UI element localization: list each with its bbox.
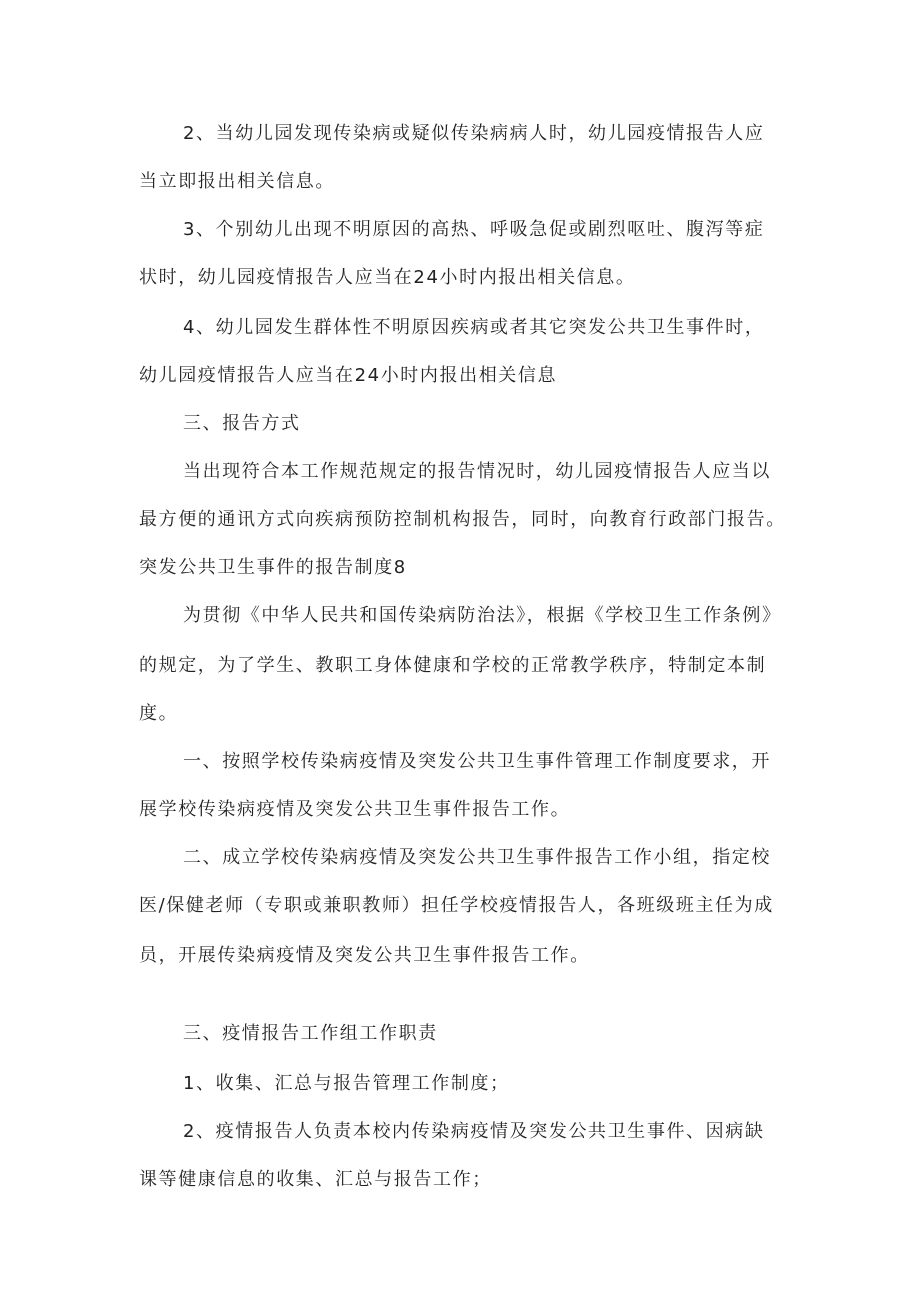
text-line: 一、按照学校传染病疫情及突发公共卫生事件管理工作制度要求，开 (183, 751, 771, 772)
text-line: 员，开展传染病疫情及突发公共卫生事件报告工作。 (139, 945, 590, 966)
text-line: 的规定，为了学生、教职工身体健康和学校的正常教学秩序，特制定本制 (139, 655, 767, 676)
text-line: 2、当幼儿园发现传染病或疑似传染病病人时，幼儿园疫情报告人应 (183, 123, 765, 144)
text-line: 当立即报出相关信息。 (139, 171, 335, 192)
text-line: 二、成立学校传染病疫情及突发公共卫生事件报告工作小组，指定校 (183, 847, 771, 868)
section-heading: 三、疫情报告工作组工作职责 (183, 1023, 438, 1044)
text-line: 最方便的通讯方式向疾病预防控制机构报告，同时，向教育行政部门报告。 (139, 509, 786, 530)
text-line: 2、疫情报告人负责本校内传染病疫情及突发公共卫生事件、因病缺 (183, 1121, 765, 1142)
text-line: 状时，幼儿园疫情报告人应当在24小时内报出相关信息。 (139, 267, 636, 288)
text-line: 当出现符合本工作规范规定的报告情况时，幼儿园疫情报告人应当以 (183, 461, 771, 482)
text-line: 1、收集、汇总与报告管理工作制度； (183, 1073, 510, 1094)
text-line: 幼儿园疫情报告人应当在24小时内报出相关信息 (139, 365, 558, 386)
text-line: 4、幼儿园发生群体性不明原因疾病或者其它突发公共卫生事件时， (183, 317, 765, 338)
text-line: 3、个别幼儿出现不明原因的高热、呼吸急促或剧烈呕吐、腹泻等症 (183, 219, 765, 240)
text-line: 展学校传染病疫情及突发公共卫生事件报告工作。 (139, 799, 571, 820)
text-line: 医/保健老师（专职或兼职教师）担任学校疫情报告人，各班级班主任为成 (139, 895, 774, 916)
text-line: 为贯彻《中华人民共和国传染病防治法》，根据《学校卫生工作条例》 (183, 605, 782, 626)
section-heading: 三、报告方式 (183, 413, 301, 434)
text-line: 度。 (139, 703, 179, 724)
document-title: 突发公共卫生事件的报告制度8 (139, 557, 407, 578)
text-line: 课等健康信息的收集、汇总与报告工作； (139, 1169, 492, 1190)
